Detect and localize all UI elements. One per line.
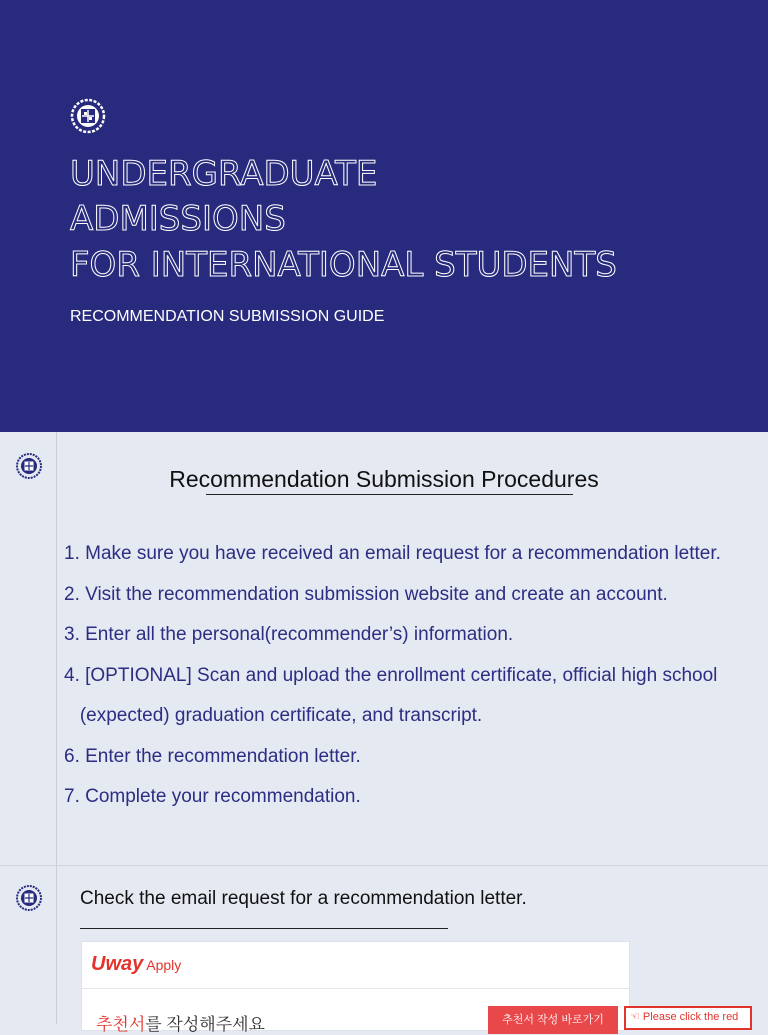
list-item: 6. Enter the recommendation letter. xyxy=(64,745,361,767)
heading-underline xyxy=(80,928,448,929)
email-request-title xyxy=(96,1010,265,1035)
email-screenshot xyxy=(81,941,630,1034)
email-slide-heading: Check the email request for a recommendation letter. xyxy=(80,888,527,909)
email-request-title-highlight: 추천서 xyxy=(96,1015,146,1034)
procedures-slide xyxy=(0,432,768,865)
university-seal-icon xyxy=(70,98,106,134)
apply-logo-text: Apply xyxy=(146,957,182,973)
university-seal-icon xyxy=(16,885,42,911)
slide-margin-divider xyxy=(56,866,57,1024)
heading-underline xyxy=(206,494,573,495)
write-recommendation-button[interactable]: 추천서 작성 바로가기 xyxy=(488,1006,618,1034)
uway-logo-text: Uway xyxy=(91,953,144,975)
list-item: 2. Visit the recommendation submission website and create an account. xyxy=(64,583,668,605)
subtitle: RECOMMENDATION SUBMISSION GUIDE xyxy=(70,308,385,325)
list-item: 4. [OPTIONAL] Scan and upload the enrollment certificate, official high school xyxy=(64,664,718,686)
slide-margin-divider xyxy=(56,432,57,865)
title-line-2: ADMISSIONS xyxy=(70,199,286,239)
list-item: 7. Complete your recommendation. xyxy=(64,786,361,807)
list-item: 3. Enter all the personal(recommender’s) information. xyxy=(64,624,514,645)
list-item: (expected) graduation certificate, and transcript. xyxy=(64,705,483,726)
pointer-icon: ☜ xyxy=(630,1011,643,1023)
procedures-heading xyxy=(0,466,768,493)
email-request-slide xyxy=(0,865,768,1034)
procedures-heading-text: Recommendation Submission Procedures xyxy=(169,466,599,492)
callout-note xyxy=(624,1006,752,1030)
procedure-steps-list xyxy=(64,541,721,825)
email-request-title-rest: 를 작성해주세요 xyxy=(145,1015,265,1034)
title-line-3: FOR INTERNATIONAL STUDENTS xyxy=(70,245,617,285)
uway-apply-logo xyxy=(91,953,181,976)
card-divider xyxy=(82,988,629,989)
title-slide xyxy=(0,0,768,432)
callout-note-text: Please click the red xyxy=(642,1011,739,1023)
list-item: 1. Make sure you have received an email request for a recommendation letter. xyxy=(64,543,721,564)
title-line-1: UNDERGRADUATE xyxy=(70,154,378,194)
